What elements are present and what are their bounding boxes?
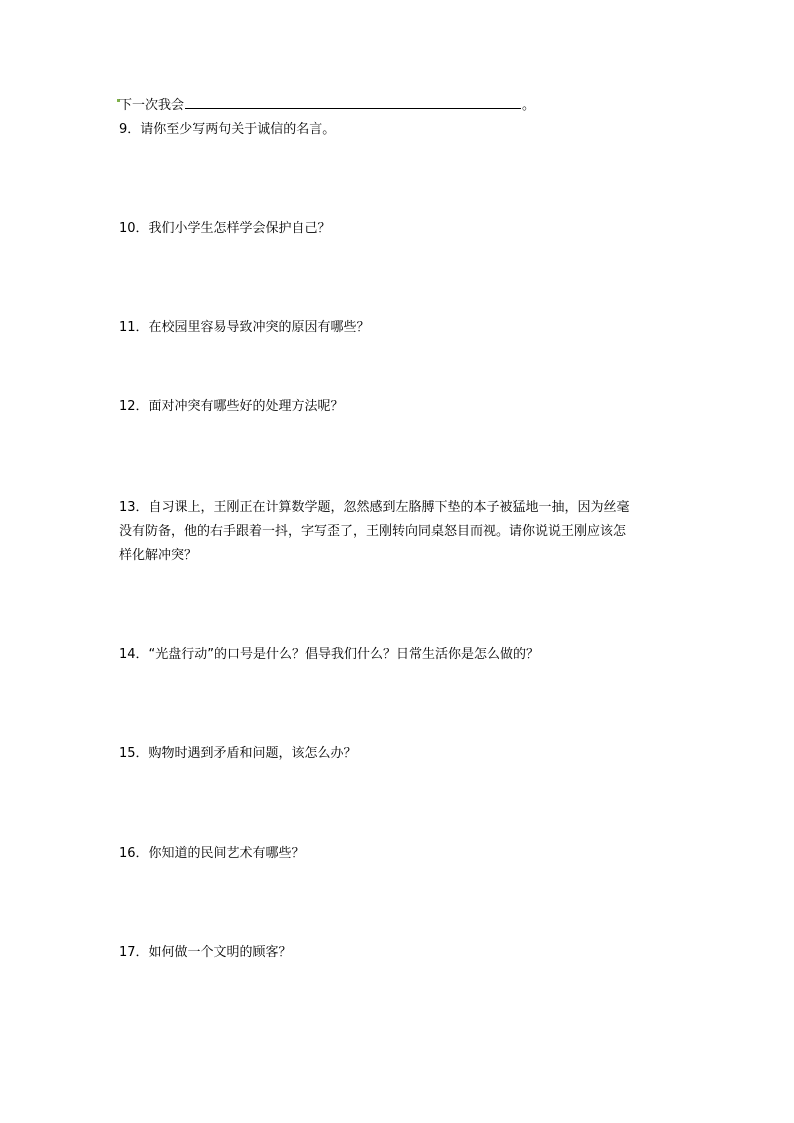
question-13-line: 没有防备，他的右手跟着一抖，字写歪了，王刚转向同桌怒目而视。请你说说王刚应该怎 <box>119 524 627 539</box>
question-12: 12．面对冲突有哪些好的处理方法呢？ <box>119 399 344 414</box>
question-13-line: 13．自习课上，王刚正在计算数学题，忽然感到左胳膊下垫的本子被猛地一抽，因为丝毫 <box>119 500 630 515</box>
answer-prefix: 下一次我会 <box>119 98 185 113</box>
question-17: 17．如何做一个文明的顾客？ <box>119 945 292 960</box>
answer-fill-line <box>119 97 535 114</box>
question-11: 11．在校园里容易导致冲突的原因有哪些？ <box>119 320 370 335</box>
question-15: 15．购物时遇到矛盾和问题，该怎么办？ <box>119 746 357 761</box>
answer-suffix: 。 <box>522 98 536 113</box>
question-10: 10．我们小学生怎样学会保护自己？ <box>119 221 331 236</box>
question-16: 16．你知道的民间艺术有哪些？ <box>119 846 305 861</box>
blank-underline[interactable] <box>185 97 521 109</box>
question-13 <box>119 496 679 568</box>
question-9: 9．请你至少写两句关于诚信的名言。 <box>119 122 336 137</box>
question-14: 14．“光盘行动”的口号是什么？倡导我们什么？日常生活你是怎么做的？ <box>119 647 540 662</box>
question-13-line: 样化解冲突？ <box>119 548 198 563</box>
